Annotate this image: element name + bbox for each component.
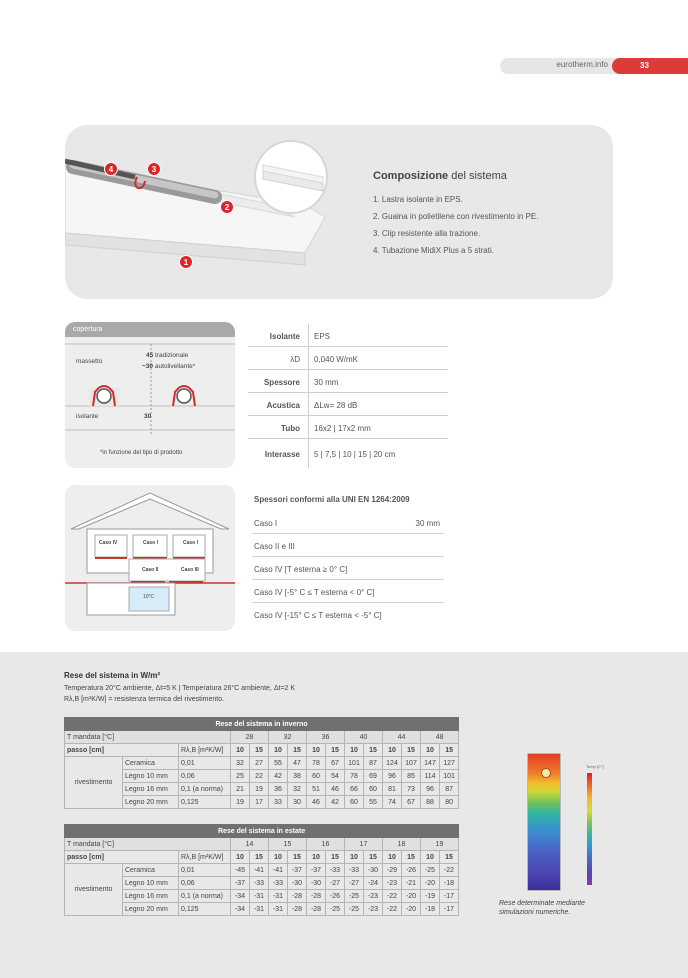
table-cell: 0,06 [179, 877, 231, 890]
winter-table-title: Rese del sistema in inverno [65, 718, 459, 731]
table-row [65, 864, 459, 877]
table-cell: -26 [326, 890, 345, 903]
table-cell: 73 [402, 783, 421, 796]
table-cell: -23 [364, 903, 383, 916]
cellar-temp: 10°C [143, 594, 155, 600]
temperature-legend-label: Temp [C°] [586, 764, 604, 769]
table-cell: -28 [307, 890, 326, 903]
table-cell: -41 [269, 864, 288, 877]
table-cell: -25 [345, 890, 364, 903]
table-cell: Ceramica [123, 864, 179, 877]
table-cell: 19 [231, 796, 250, 809]
table-cell: 14 [231, 838, 269, 851]
table-cell: -18 [421, 903, 440, 916]
table-cell: 10 [269, 851, 288, 864]
table-cell: Legno 10 mm [123, 770, 179, 783]
room-label: Caso I [143, 540, 159, 546]
thickness-row: Caso IV [-15° C ≤ T esterna < -5° C] [254, 611, 382, 620]
table-cell: 32 [288, 783, 307, 796]
performance-subtitle: Temperatura 20°C ambiente, Δt=5 K | Temperatura 26°C ambiente, Δt=2 K [64, 685, 296, 692]
table-row [65, 796, 459, 809]
table-cell: -25 [326, 903, 345, 916]
table-cell: -30 [288, 877, 307, 890]
table-cell: -31 [250, 890, 269, 903]
table-cell: 28 [231, 731, 269, 744]
table-cell: 87 [440, 783, 459, 796]
table-row [65, 903, 459, 916]
section-diagram-panel [65, 322, 235, 468]
table-cell: rivestimento [65, 864, 123, 916]
table-cell: 10 [421, 744, 440, 757]
table-cell: 107 [402, 757, 421, 770]
table-cell: 40 [345, 731, 383, 744]
table-cell: -27 [326, 877, 345, 890]
table-cell: 15 [269, 838, 307, 851]
table-cell: 15 [402, 744, 421, 757]
massetto-label: massetto [76, 358, 103, 365]
table-cell: 15 [288, 744, 307, 757]
composition-item: 3. Clip resistente alla trazione. [373, 229, 481, 238]
winter-table [64, 717, 459, 809]
table-cell: -20 [421, 877, 440, 890]
table-cell: T mandata [°C] [65, 731, 231, 744]
summer-table-title: Rese del sistema in estate [65, 825, 459, 838]
section-footnote: *in funzione del tipo di prodotto [100, 450, 183, 456]
table-cell: 17 [250, 796, 269, 809]
table-cell: passo [cm] [65, 744, 179, 757]
table-cell: 0,1 (a norma) [179, 783, 231, 796]
table-cell: -19 [421, 890, 440, 903]
table-cell: 42 [326, 796, 345, 809]
table-cell: 60 [364, 783, 383, 796]
table-cell: -33 [326, 864, 345, 877]
thermal-caption: Rese determinate mediante simulazioni numeriche. [499, 900, 585, 916]
table-cell: -25 [345, 903, 364, 916]
table-cell: 10 [383, 851, 402, 864]
table-cell: 17 [345, 838, 383, 851]
table-cell: 15 [440, 744, 459, 757]
massetto-value-2: ~30 autolivellante* [142, 363, 196, 370]
table-cell: 55 [364, 796, 383, 809]
house-panel [65, 485, 235, 631]
table-cell: passo [cm] [65, 851, 179, 864]
composition-item: 4. Tubazione MidiX Plus a 5 strati. [373, 246, 494, 255]
table-cell: 10 [307, 851, 326, 864]
table-cell: 78 [307, 757, 326, 770]
section-header: copertura [65, 322, 235, 337]
thickness-title: Spessori conformi alla UNI EN 1264:2009 [254, 495, 410, 504]
table-cell: 10 [345, 744, 364, 757]
table-cell: 22 [250, 770, 269, 783]
room-label: Caso III [181, 567, 199, 573]
table-cell: -45 [231, 864, 250, 877]
performance-note: Rλ,B [m²K/W] = resistenza termica del rivestimento. [64, 696, 225, 703]
table-cell: 147 [421, 757, 440, 770]
table-cell: 67 [402, 796, 421, 809]
table-cell: 54 [326, 770, 345, 783]
table-cell: -31 [269, 890, 288, 903]
table-cell: 15 [440, 851, 459, 864]
table-cell: 15 [250, 851, 269, 864]
property-row-acustica: Acustica ΔLw= 28 dB [248, 393, 448, 416]
property-row-tubo: Tubo 16x2 | 17x2 mm [248, 416, 448, 439]
table-cell: 10 [307, 744, 326, 757]
room-label: Caso IV [99, 540, 118, 546]
table-cell: Legno 16 mm [123, 783, 179, 796]
table-cell: 10 [345, 851, 364, 864]
isolante-value: 30 [144, 413, 152, 420]
table-cell: -33 [269, 877, 288, 890]
table-cell: -28 [288, 890, 307, 903]
table-cell: -23 [364, 890, 383, 903]
table-cell: Legno 20 mm [123, 903, 179, 916]
table-cell: 0,06 [179, 770, 231, 783]
table-cell: -37 [231, 877, 250, 890]
table-cell: 48 [421, 731, 459, 744]
table-cell: T mandata [°C] [65, 838, 231, 851]
marker-3: 3 [147, 162, 161, 176]
table-cell: -30 [307, 877, 326, 890]
table-cell: 55 [269, 757, 288, 770]
house-drawing [65, 485, 235, 631]
composition-item: 2. Guaina in polietilene con rivestimento in PE. [373, 212, 539, 221]
thermal-pipe [541, 768, 551, 778]
thickness-row: Caso IV [T esterna ≥ 0° C] [252, 557, 444, 580]
table-cell: 15 [326, 744, 345, 757]
table-cell: 0,125 [179, 796, 231, 809]
table-cell: Legno 10 mm [123, 877, 179, 890]
composition-title: Composizione del sistema [373, 170, 507, 182]
table-cell: 101 [440, 770, 459, 783]
table-cell: -33 [250, 877, 269, 890]
table-cell: 25 [231, 770, 250, 783]
table-cell: 60 [307, 770, 326, 783]
table-cell: 66 [345, 783, 364, 796]
thickness-row: Caso II e III [252, 534, 444, 557]
table-cell: 96 [383, 770, 402, 783]
isolante-label: isolante [76, 413, 99, 420]
table-cell: -22 [383, 890, 402, 903]
table-cell: 85 [402, 770, 421, 783]
table-cell: 101 [345, 757, 364, 770]
massetto-value-1: 45 tradizionale [146, 352, 189, 359]
table-cell: -20 [402, 903, 421, 916]
thickness-row: Caso IV [-5° C ≤ T esterna < 0° C] [252, 580, 444, 603]
table-cell: 10 [231, 851, 250, 864]
table-row [65, 890, 459, 903]
table-cell: 32 [231, 757, 250, 770]
section-drawing [65, 322, 235, 468]
table-cell: -18 [440, 877, 459, 890]
table-cell: 32 [269, 731, 307, 744]
table-cell: 78 [345, 770, 364, 783]
table-cell: 0,125 [179, 903, 231, 916]
table-row [65, 757, 459, 770]
table-cell: 67 [326, 757, 345, 770]
table-cell: 96 [421, 783, 440, 796]
table-cell: 60 [345, 796, 364, 809]
table-cell: 15 [326, 851, 345, 864]
table-cell: 46 [326, 783, 345, 796]
table-cell: -28 [307, 903, 326, 916]
composition-item: 1. Lastra isolante in EPS. [373, 195, 463, 204]
table-cell: -31 [269, 903, 288, 916]
table-cell: rivestimento [65, 757, 123, 809]
table-cell: 15 [364, 744, 383, 757]
property-row-lambda: λD 0,040 W/mK [248, 347, 448, 370]
table-cell: -22 [383, 903, 402, 916]
table-cell: 10 [383, 744, 402, 757]
table-cell: 15 [364, 851, 383, 864]
table-cell: 18 [383, 838, 421, 851]
table-cell: 10 [421, 851, 440, 864]
table-cell: -20 [402, 890, 421, 903]
table-cell: 0,01 [179, 757, 231, 770]
composition-list [373, 193, 538, 261]
table-cell: -22 [440, 864, 459, 877]
table-cell: -37 [307, 864, 326, 877]
table-cell: -26 [402, 864, 421, 877]
table-cell: -29 [383, 864, 402, 877]
table-cell: -37 [288, 864, 307, 877]
table-cell: 124 [383, 757, 402, 770]
table-cell: -33 [345, 864, 364, 877]
marker-1: 1 [179, 255, 193, 269]
thickness-row: Caso I 30 mm [252, 511, 444, 534]
table-cell: 10 [231, 744, 250, 757]
summer-table [64, 824, 459, 916]
table-cell: 51 [307, 783, 326, 796]
table-cell: 27 [250, 757, 269, 770]
temperature-legend [587, 773, 592, 885]
table-cell: -25 [421, 864, 440, 877]
website-label: eurotherm.info [556, 60, 608, 69]
table-row [65, 770, 459, 783]
table-cell: 114 [421, 770, 440, 783]
table-cell: Rλ,B [m²K/W] [179, 851, 231, 864]
table-cell: 127 [440, 757, 459, 770]
table-cell: Legno 16 mm [123, 890, 179, 903]
table-cell: 16 [307, 838, 345, 851]
table-cell: -24 [364, 877, 383, 890]
table-cell: 88 [421, 796, 440, 809]
property-row-interasse: Interasse 5 | 7,5 | 10 | 15 | 20 cm [264, 450, 396, 459]
table-cell: -17 [440, 890, 459, 903]
table-cell: 36 [307, 731, 345, 744]
table-cell: 21 [231, 783, 250, 796]
table-cell: 15 [402, 851, 421, 864]
table-cell: -21 [402, 877, 421, 890]
table-cell: 36 [269, 783, 288, 796]
table-cell: 74 [383, 796, 402, 809]
table-row [65, 783, 459, 796]
table-cell: -17 [440, 903, 459, 916]
table-cell: -31 [250, 903, 269, 916]
table-cell: 15 [250, 744, 269, 757]
table-row [65, 877, 459, 890]
table-cell: 38 [288, 770, 307, 783]
table-cell: -34 [231, 903, 250, 916]
room-label: Caso I [183, 540, 199, 546]
table-cell: 0,01 [179, 864, 231, 877]
property-row-spessore: Spessore 30 mm [248, 370, 448, 393]
table-cell: Rλ,B [m²K/W] [179, 744, 231, 757]
table-cell: 42 [269, 770, 288, 783]
table-cell: -23 [383, 877, 402, 890]
table-cell: 47 [288, 757, 307, 770]
table-cell: Ceramica [123, 757, 179, 770]
table-cell: 19 [421, 838, 459, 851]
marker-2: 2 [220, 200, 234, 214]
table-cell: 10 [269, 744, 288, 757]
table-cell: -30 [364, 864, 383, 877]
table-cell: 33 [269, 796, 288, 809]
table-cell: 15 [288, 851, 307, 864]
room-label: Caso II [142, 567, 159, 573]
table-cell: -27 [345, 877, 364, 890]
table-cell: Legno 20 mm [123, 796, 179, 809]
page-number: 33 [612, 58, 688, 74]
marker-4: 4 [104, 162, 118, 176]
table-cell: 46 [307, 796, 326, 809]
table-cell: 0,1 (a norma) [179, 890, 231, 903]
performance-title: Rese del sistema in W/m² [64, 671, 161, 680]
table-cell: 30 [288, 796, 307, 809]
table-cell: 19 [250, 783, 269, 796]
table-cell: 69 [364, 770, 383, 783]
property-row-isolante: Isolante EPS [248, 324, 448, 347]
table-cell: 80 [440, 796, 459, 809]
table-cell: -41 [250, 864, 269, 877]
table-cell: 44 [383, 731, 421, 744]
table-cell: -34 [231, 890, 250, 903]
table-cell: -28 [288, 903, 307, 916]
table-cell: 81 [383, 783, 402, 796]
table-cell: 87 [364, 757, 383, 770]
